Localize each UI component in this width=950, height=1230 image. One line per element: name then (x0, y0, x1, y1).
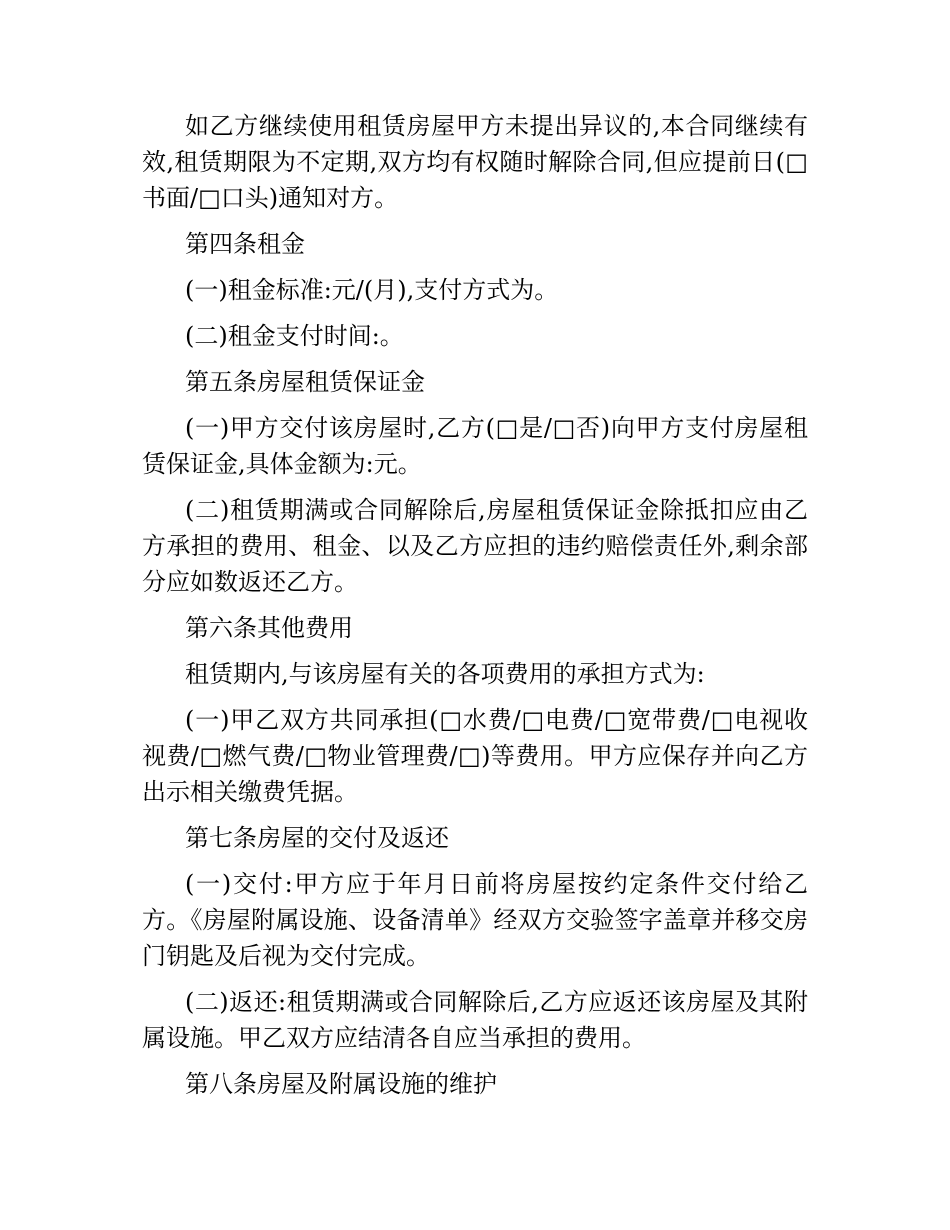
paragraph-deposit-return: (二)租赁期满或合同解除后,房屋租赁保证金除抵扣应由乙方承担的费用、租金、以及乙方应担的违约赔偿责任外,剩余部分应如数返还乙方。 (142, 496, 808, 596)
heading-article-7-delivery: 第七条房屋的交付及返还 (185, 824, 449, 852)
paragraph-return: (二)返还:租赁期满或合同解除后,乙方应返还该房屋及其附属设施。甲乙双方应结清各自应当承担的费用。 (142, 988, 808, 1052)
paragraph-delivery: (一)交付:甲方应于年月日前将房屋按约定条件交付给乙方。《房屋附属设施、设备清单》经双方交验签字盖章并移交房门钥匙及后视为交付完成。 (142, 870, 808, 970)
paragraph-continued-use: 如乙方继续使用租赁房屋甲方未提出异议的,本合同继续有效,租赁期限为不定期,双方均有权随时解除合同,但应提前日(□书面/□口头)通知对方。 (142, 112, 808, 212)
paragraph-fees-intro: 租赁期内,与该房屋有关的各项费用的承担方式为: (185, 660, 705, 688)
paragraph-rent-standard: (一)租金标准:元/(月),支付方式为。 (185, 276, 559, 304)
heading-article-4-rent: 第四条租金 (185, 230, 305, 258)
heading-article-6-other-fees: 第六条其他费用 (185, 614, 353, 642)
heading-article-5-deposit: 第五条房屋租赁保证金 (185, 368, 425, 396)
document-body (142, 108, 808, 1112)
paragraph-deposit-payment: (一)甲方交付该房屋时,乙方(□是/□否)向甲方支付房屋租赁保证金,具体金额为:元。 (142, 414, 808, 478)
paragraph-rent-payment-time: (二)租金支付时间:。 (185, 322, 404, 350)
heading-article-8-maintenance: 第八条房屋及附属设施的维护 (185, 1070, 497, 1098)
paragraph-shared-fees: (一)甲乙双方共同承担(□水费/□电费/□宽带费/□电视收视费/□燃气费/□物业管理费/□)等费用。甲方应保存并向乙方出示相关缴费凭据。 (142, 706, 808, 806)
